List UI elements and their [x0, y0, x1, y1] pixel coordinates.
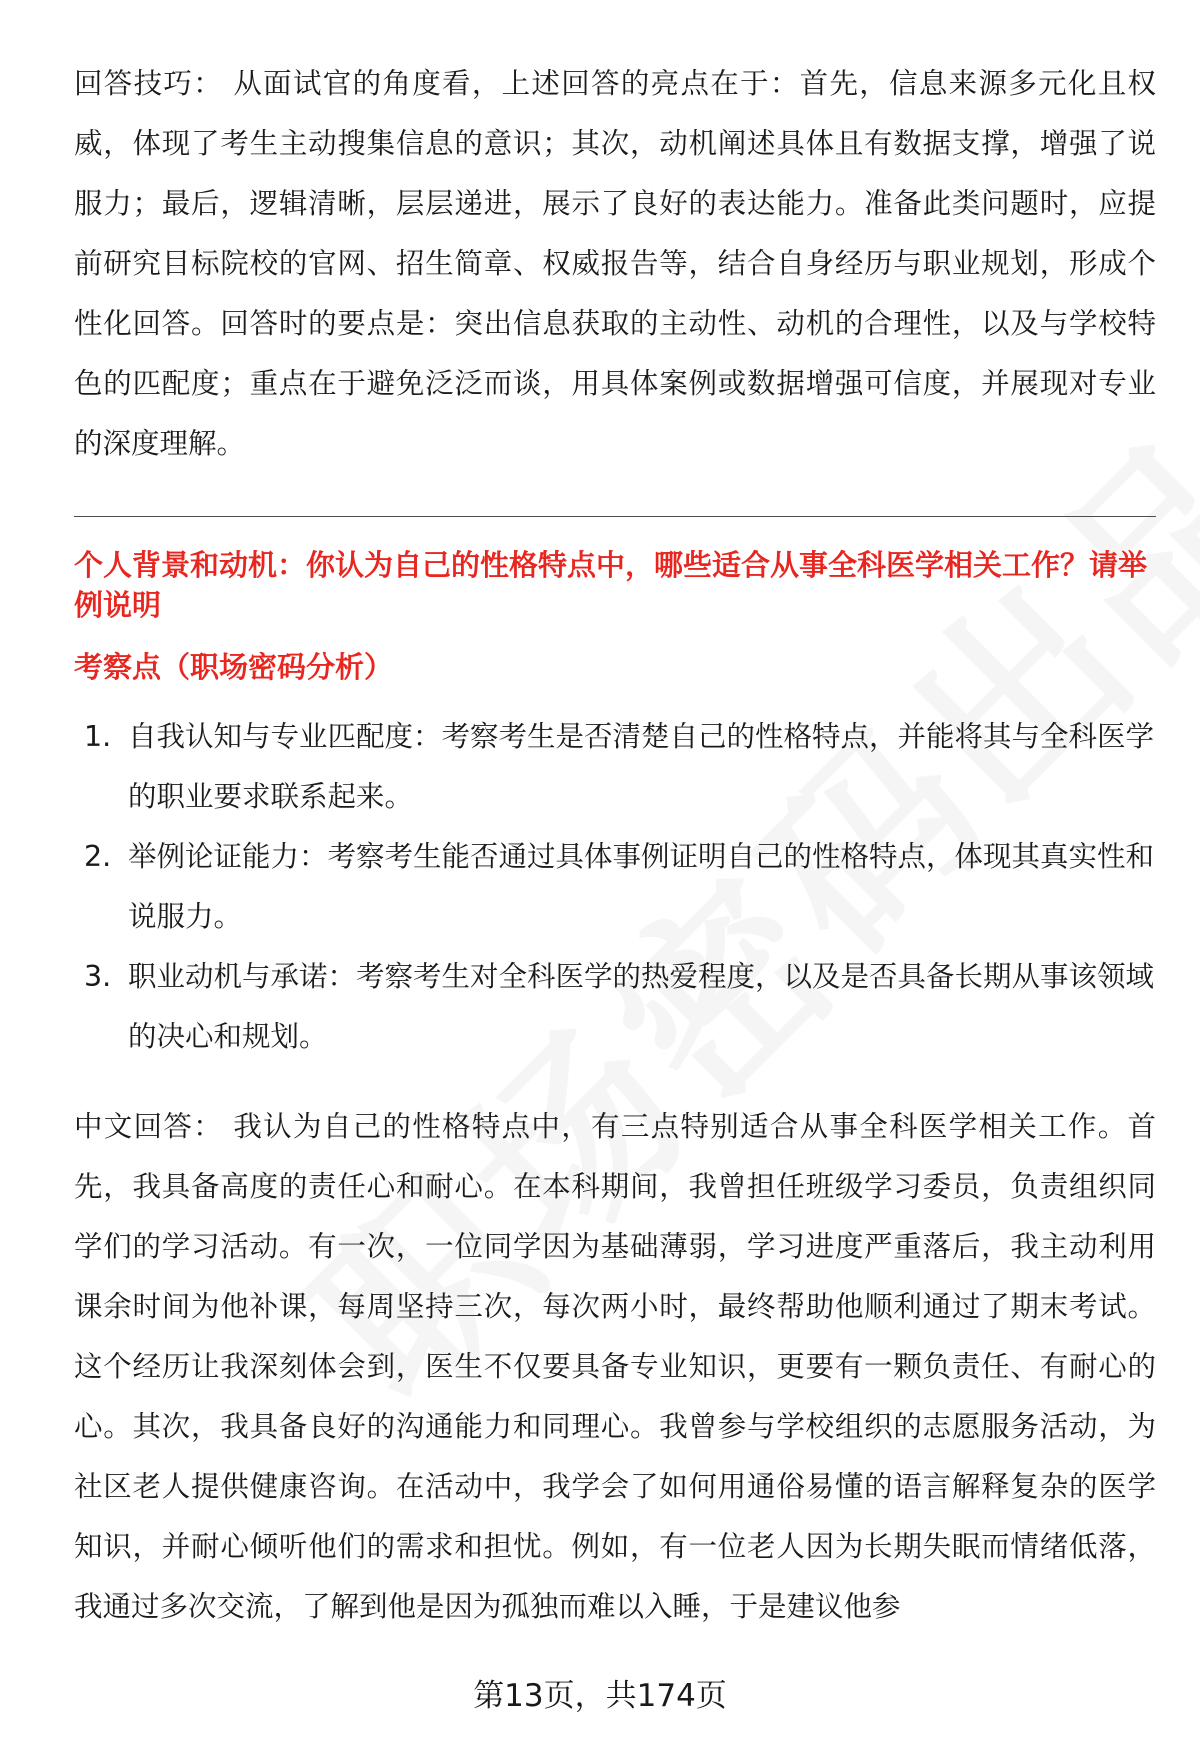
list-item — [74, 827, 1156, 947]
list-item-number: 3. — [84, 960, 112, 993]
list-item-number: 1. — [84, 720, 112, 753]
document-body — [74, 54, 1156, 1637]
list-item — [74, 707, 1156, 827]
list-item — [74, 947, 1156, 1067]
list-item-text: 自我认知与专业匹配度：考察考生是否清楚自己的性格特点，并能将其与全科医学的职业要求联系起来。 — [128, 720, 1155, 813]
question-title: 个人背景和动机：你认为自己的性格特点中，哪些适合从事全科医学相关工作？请举例说明 — [74, 548, 1148, 622]
assessment-points-list — [74, 707, 1156, 1067]
list-item-text: 职业动机与承诺：考察考生对全科医学的热爱程度，以及是否具备长期从事该领域的决心和规划。 — [128, 960, 1155, 1053]
question-subtitle: 考察点（职场密码分析） — [74, 650, 394, 684]
tips-paragraph: 回答技巧： 从面试官的角度看，上述回答的亮点在于：首先，信息来源多元化且权威，体现了考生主动搜集信息的意识；其次，动机阐述具体且有数据支撑，增强了说服力；最后，逻辑清晰，层层递进，展示了良好的表达能力。准备此类问题时，应提前研究目标院校的官网、招生简章、权威报告等，结合自身经历与职业规划，形成个性化回答。回答时的要点是：突出信息获取的主动性、动机的合理性，以及与学校特色的匹配度；重点在于避免泛泛而谈，用具体案例或数据增强可信度，并展现对专业的深度理解。 — [74, 67, 1156, 460]
list-item-number: 2. — [84, 840, 112, 873]
page-number: 第13页，共174页 — [473, 1678, 727, 1714]
section-divider — [74, 516, 1156, 517]
list-item-text: 举例论证能力：考察考生能否通过具体事例证明自己的性格特点，体现其真实性和说服力。 — [128, 840, 1155, 933]
answer-paragraph: 中文回答： 我认为自己的性格特点中，有三点特别适合从事全科医学相关工作。首先，我具备高度的责任心和耐心。在本科期间，我曾担任班级学习委员，负责组织同学们的学习活动。有一次，一位同学因为基础薄弱，学习进度严重落后，我主动利用课余时间为他补课，每周坚持三次，每次两小时，最终帮助他顺利通过了期末考试。这个经历让我深刻体会到，医生不仅要具备专业知识，更要有一颗负责任、有耐心的心。其次，我具备良好的沟通能力和同理心。我曾参与学校组织的志愿服务活动，为社区老人提供健康咨询。在活动中，我学会了如何用通俗易懂的语言解释复杂的医学知识，并耐心倾听他们的需求和担忧。例如，有一位老人因为长期失眠而情绪低落，我通过多次交流，了解到他是因为孤独而难以入睡，于是建议他参 — [74, 1110, 1156, 1623]
